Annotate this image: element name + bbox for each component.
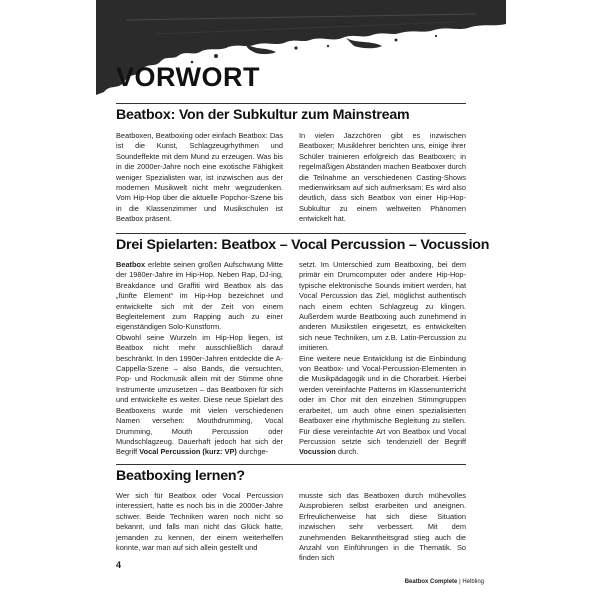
paragraph: In vielen Jazzchören gibt es inzwischen Beatboxer; Musiklehrer berichten uns, einige ihrer Schüler trainieren erfolgreich das Beatboxen; in regelmäßigen Abständen machen Beatboxer durch die Teilnahme an verschiedenen Casting-Shows medienwirksam auf sich aufmerksam: Es wird also deutlich, dass sich Beatbox von einer Hip-Hop-Subkultur zu einem weltweiten Phänomen entwickelt hat.	[299, 131, 466, 224]
paragraph: Eine weitere neue Entwicklung ist die Einbindung von Beatbox- und Vocal-Percussion-Elementen in die Musikpädagogik und in die Chorarbeit. Hierbei werden vereinfachte Patterns im Klassenunterricht oder im Chor mit den einzelnen Stimmgruppen erarbeitet, um auch ohne einen spezialisierten Beatboxer eine rhythmische Begleitung zu stellen. Für diese vereinfachte Art von Beatbox und Vocal Percussion setzte sich tendenziell der Begriff Vocussion durch.	[299, 353, 466, 457]
book-page	[96, 0, 506, 600]
section-rule	[116, 103, 466, 104]
paragraph: Beatboxen, Beatboxing oder einfach Beatbox: Das ist die Kunst, Schlagzeugrhythmen und Soundeffekte mit dem Mund zu erzeugen. Was bis in die 2000er-Jahre noch eine exotische Fähigkeit weniger Spezialisten war, ist inzwischen aus der modernen Musikwelt nicht mehr wegzudenken. Vom Hip-Hop über die aktuelle Popchor-Szene bis in die Klassenzimmer und Musikschulen ist Beatbox präsent.	[116, 131, 283, 224]
section-heading: Beatbox: Von der Subkultur zum Mainstream	[116, 107, 410, 123]
paragraph: musste sich das Beatboxen durch mühevolles Ausprobieren selbst erarbeiten und aneignen. Erfreulicherweise hat sich diese Situation inzwischen sehr verbessert. Mit dem zunehmenden Bekanntheitsgrad stieg auch die Anzahl von Einführungen in die Thematik. So finden sich	[299, 491, 466, 563]
paragraph: setzt. Im Unterschied zum Beatboxing, bei dem primär ein Drumcomputer oder andere Hip-Hop-typische elektronische Sounds imitiert werden, hat Vocal Percussion das Ziel, möglichst authentisch nach einem echten Schlagzeug zu klingen. Außerdem wurde Beatboxing auch zunehmend in anderen Musikstilen eingesetzt, es entwickelten sich neue Techniken, um z.B. Latin-Percussion zu imitieren.	[299, 260, 466, 353]
page-title: VORWORT	[116, 62, 260, 92]
term-vocussion: Vocussion	[299, 447, 336, 457]
section-rule	[116, 464, 466, 465]
section-rule	[116, 233, 466, 234]
section-heading: Beatboxing lernen?	[116, 468, 245, 484]
term-beatbox: Beatbox	[116, 260, 146, 269]
section-1-left-column	[116, 131, 283, 225]
section-2-right-column	[299, 260, 466, 458]
section-3-left-column	[116, 491, 283, 553]
section-2-left-column	[116, 260, 283, 458]
footer-credit: Beatbox Complete | Helbling	[404, 579, 484, 585]
publisher: Helbling	[462, 579, 484, 585]
paragraph: Wer sich für Beatbox oder Vocal Percussion interessiert, hatte es noch bis in die 2000er-Jahre schwer. Beide Techniken waren noch nicht so bekannt, und falls man nicht das Glück hatte, jemanden zu kennen, der einem weiterhelfen konnte, war man auf sich allein gestellt und	[116, 491, 283, 553]
section-heading: Drei Spielarten: Beatbox – Vocal Percussion – Vocussion	[116, 237, 490, 253]
page-number: 4	[116, 560, 122, 570]
section-1-right-column	[299, 131, 466, 225]
book-title: Beatbox Complete	[404, 579, 458, 585]
paragraph: Beatbox erlebte seinen großen Aufschwung Mitte der 1980er-Jahre im Hip-Hop. Neben Rap, DJ-ing, Breakdance und Graffiti wird Beatbox als das „fünfte Element“ im Hip-Hop bezeichnet und entwickelte sich mit der Zeit von einem Begleitelement zum Rapping auch zu einer eigenständigen Solo-Kunstform.	[116, 260, 283, 332]
section-3-right-column	[299, 491, 466, 564]
term-vocal-percussion: Vocal Percussion (kurz: VP)	[139, 447, 237, 457]
paragraph: Obwohl seine Wurzeln im Hip-Hop liegen, ist Beatbox nicht mehr ausschließlich darauf beschränkt. In den 1990er-Jahren entdeckte die A-Cappella-Szene – also Bands, die versuchten, Pop- und Rockmusik allein mit der Stimme ohne Instrumente umzusetzen – das Beatboxen für sich und entwickelte es weiter. Diese neue Spielart des Beatboxens wurde mit vielen verschiedenen Namen versehen: Mouthdrumming, Vocal Drumming, Mouth Percussion oder Mundschlagzeug. Dauerhaft jedoch hat sich der Begriff Vocal Percussion (kurz: VP) durchge-	[116, 332, 283, 457]
